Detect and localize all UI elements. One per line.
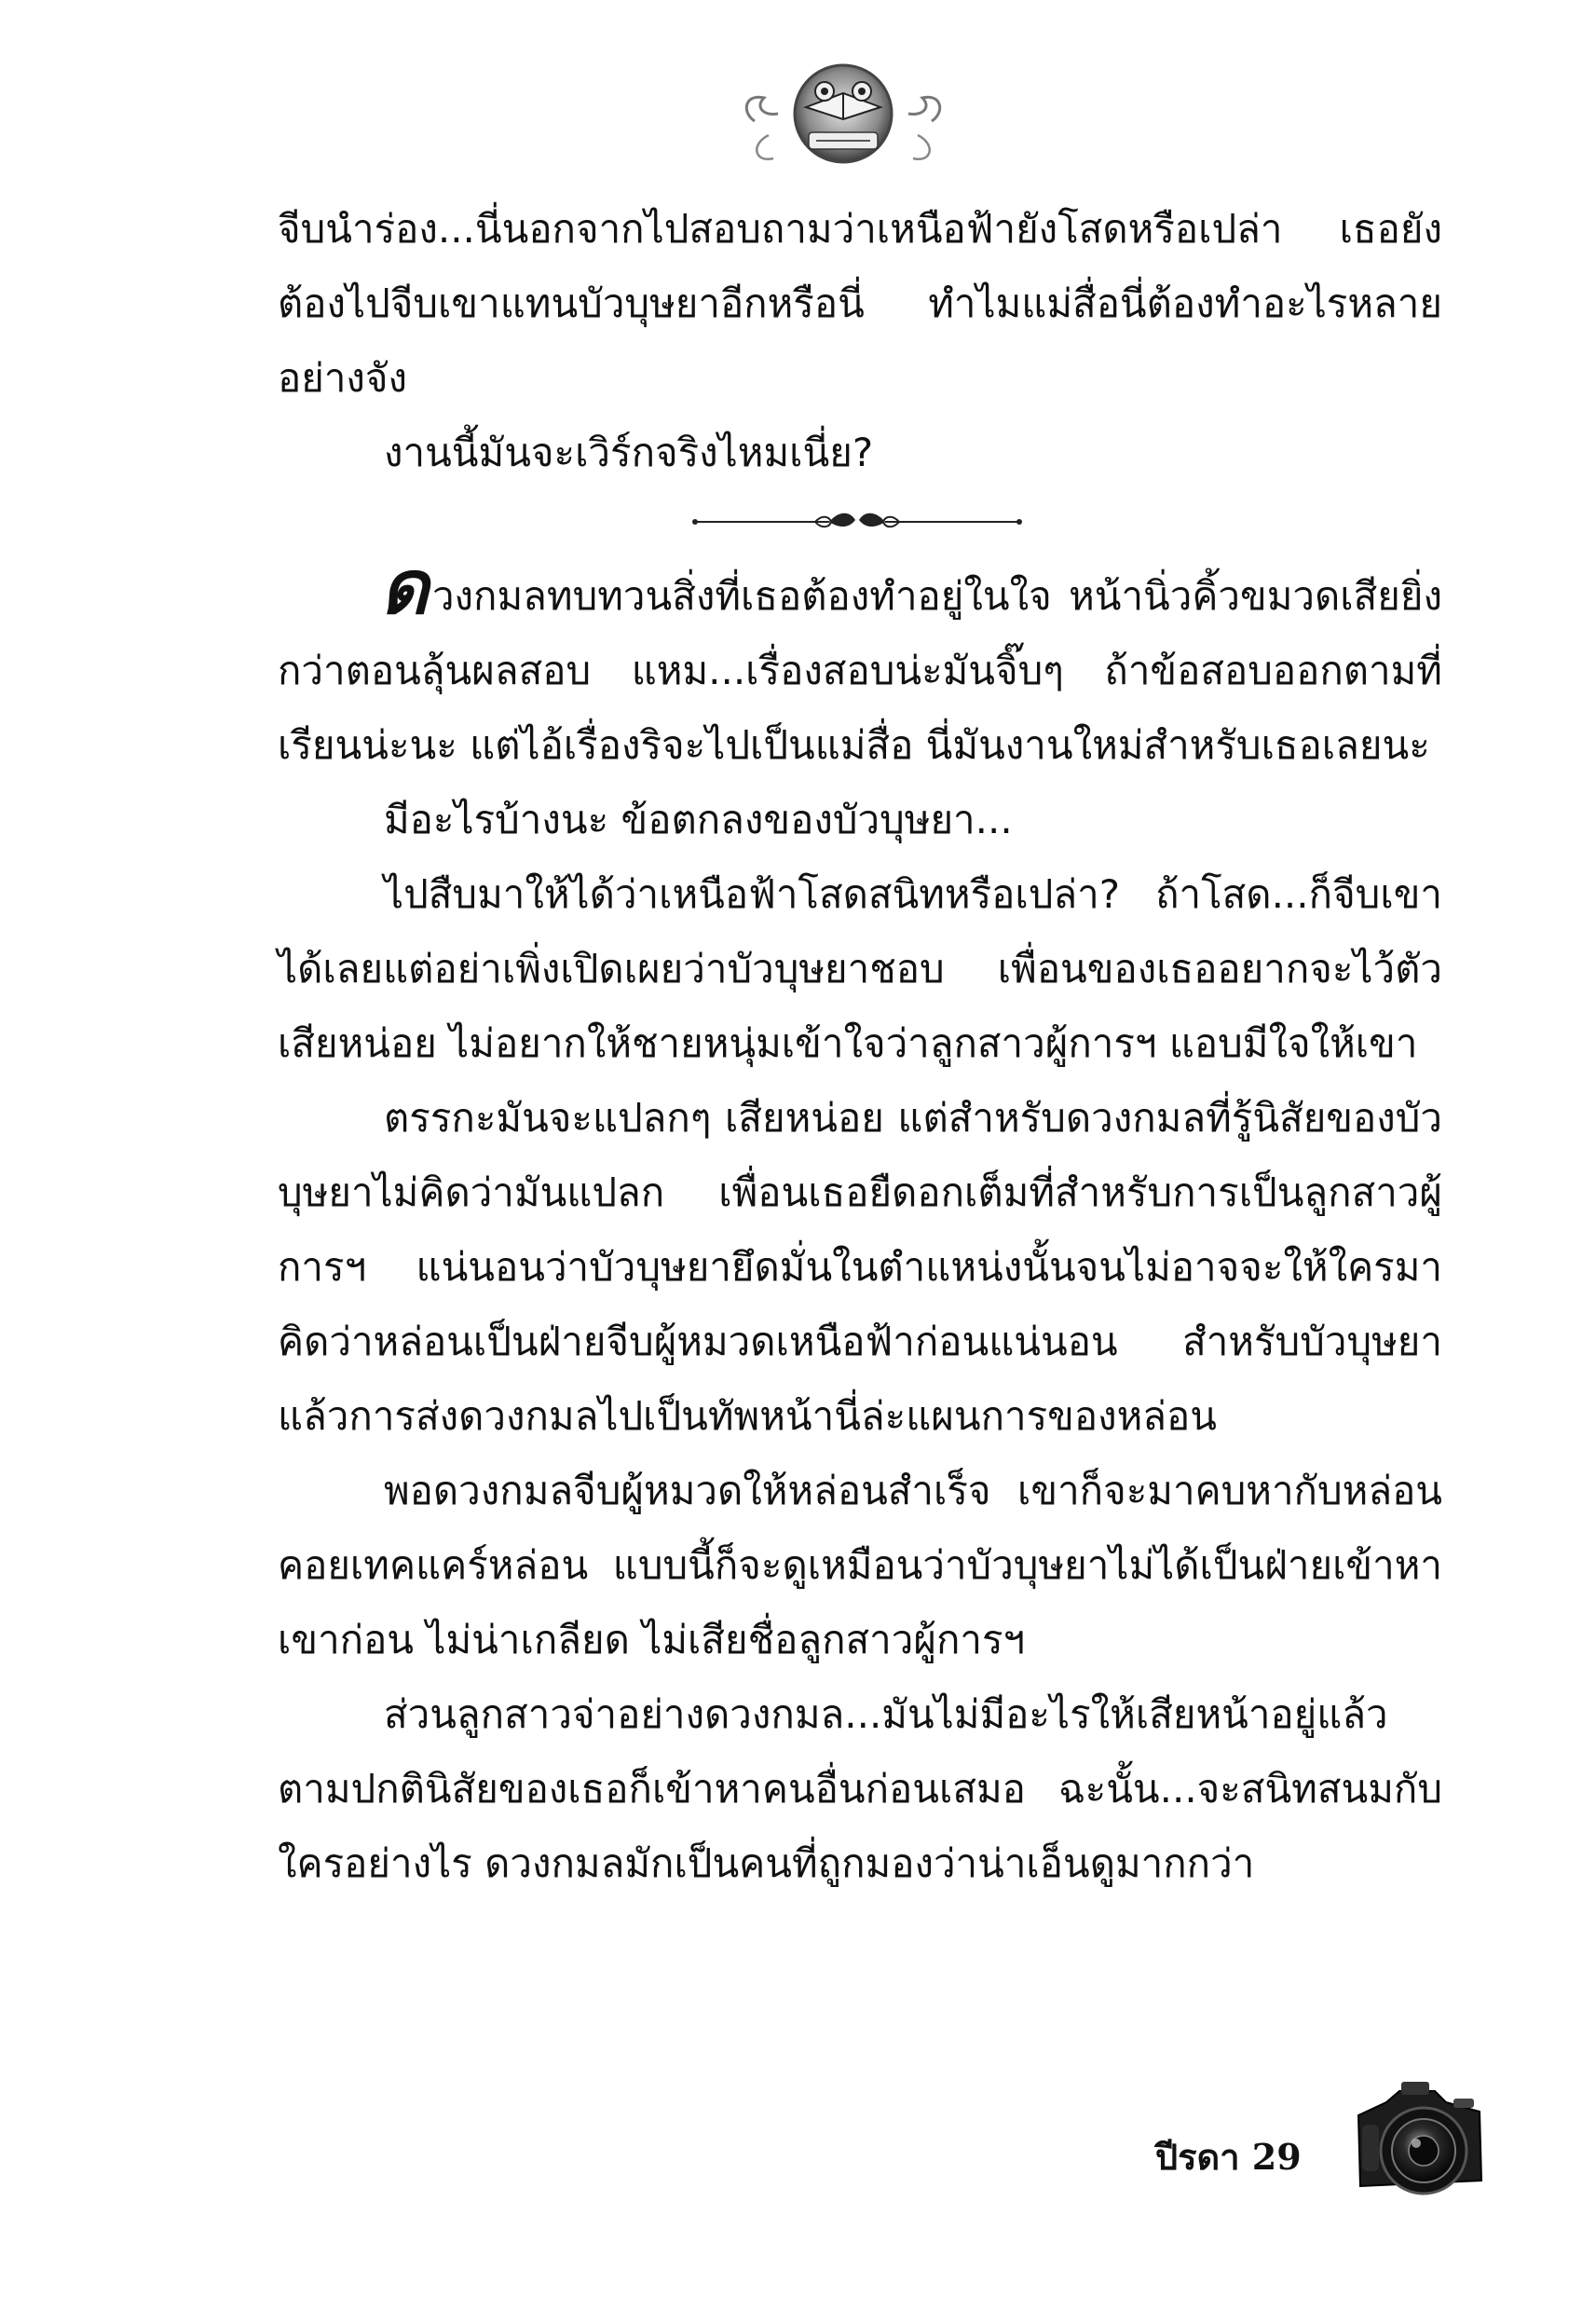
paragraph: งานนี้มันจะเวิร์กจริงไหมเนี่ย? xyxy=(384,430,874,475)
paragraph: ไปสืบมาให้ได้ว่าเหนือฟ้าโสดสนิทหรือเปล่า? ถ้าโสด...ก็จีบเขาได้เลยแต่อย่าเพิ่งเปิดเผยว่าบัวบุษยาชอบ เพื่อนของเธออยากจะไว้ตัวเสียหน่อย ไม่อยากให้ชายหนุ่มเข้าใจว่าลูกสาวผู้การฯ แอบมีใจให้เขา xyxy=(278,871,1442,1066)
camera-icon xyxy=(1342,2078,1491,2204)
paragraph-text: วงกมลทบทวนสิ่งที่เธอต้องทำอยู่ในใจ หน้านิ่วคิ้วขมวดเสียยิ่งกว่าตอนลุ้นผลสอบ แหม...เรื่องสอบน่ะมันจิ๊บๆ ถ้าข้อสอบออกตามที่เรียนน่ะนะ แต่ไอ้เรื่องริจะไปเป็นแม่สื่อ นี่มันงานใหม่สำหรับเธอเลยนะ xyxy=(278,573,1442,768)
paragraph: ส่วนลูกสาวจ่าอย่างดวงกมล...มันไม่มีอะไรให้เสียหน้าอยู่แล้วตามปกตินิสัยของเธอก็เข้าหาคนอื่นก่อนเสมอ ฉะนั้น...จะสนิทสนมกับใครอย่างไร ดวงกมลมักเป็นคนที่ถูกมองว่าน่าเอ็นดูมากกว่า xyxy=(278,1691,1442,1886)
paragraph-dropcap xyxy=(278,544,1442,783)
text-block-main xyxy=(278,544,1442,1901)
paragraph: พอดวงกมลจีบผู้หมวดให้หล่อนสำเร็จ เขาก็จะมาคบหากับหล่อน คอยเทคแคร์หล่อน แบบนี้ก็จะดูเหมือนว่าบัวบุษยาไม่ได้เป็นฝ่ายเข้าหาเขาก่อน ไม่น่าเกลียด ไม่เสียชื่อลูกสาวผู้การฯ xyxy=(278,1468,1442,1662)
ornament-divider-icon xyxy=(689,503,1025,540)
paragraph: จีบนำร่อง...นี่นอกจากไปสอบถามว่าเหนือฟ้ายังโสดหรือเปล่า เธอยังต้องไปจีบเขาแทนบัวบุษยาอีกหรือนี่ ทำไมแม่สื่อนี่ต้องทำอะไรหลายอย่างจัง xyxy=(278,206,1442,401)
paragraph: ตรรกะมันจะแปลกๆ เสียหน่อย แต่สำหรับดวงกมลที่รู้นิสัยของบัวบุษยาไม่คิดว่ามันแปลก เพื่อนเธอยืดอกเต็มที่สำหรับการเป็นลูกสาวผู้การฯ แน่นอนว่าบัวบุษยายึดมั่นในตำแหน่งนั้นจนไม่อาจจะให้ใครมาคิดว่าหล่อนเป็นฝ่ายจีบผู้หมวดเหนือฟ้าก่อนแน่นอน สำหรับบัวบุษยาแล้วการส่งดวงกมลไปเป็นทัพหน้านี่ล่ะแผนการของหล่อน xyxy=(278,1095,1442,1439)
dropcap-letter: ด xyxy=(380,544,429,631)
book-emblem-icon xyxy=(736,56,950,177)
page-footer xyxy=(1155,2134,1302,2181)
footer-author: ปีรดา xyxy=(1155,2136,1240,2178)
paragraph: มีอะไรบ้างนะ ข้อตกลงของบัวบุษยา... xyxy=(384,797,1013,842)
page-number: 29 xyxy=(1251,2136,1302,2178)
text-block-top xyxy=(278,192,1442,490)
